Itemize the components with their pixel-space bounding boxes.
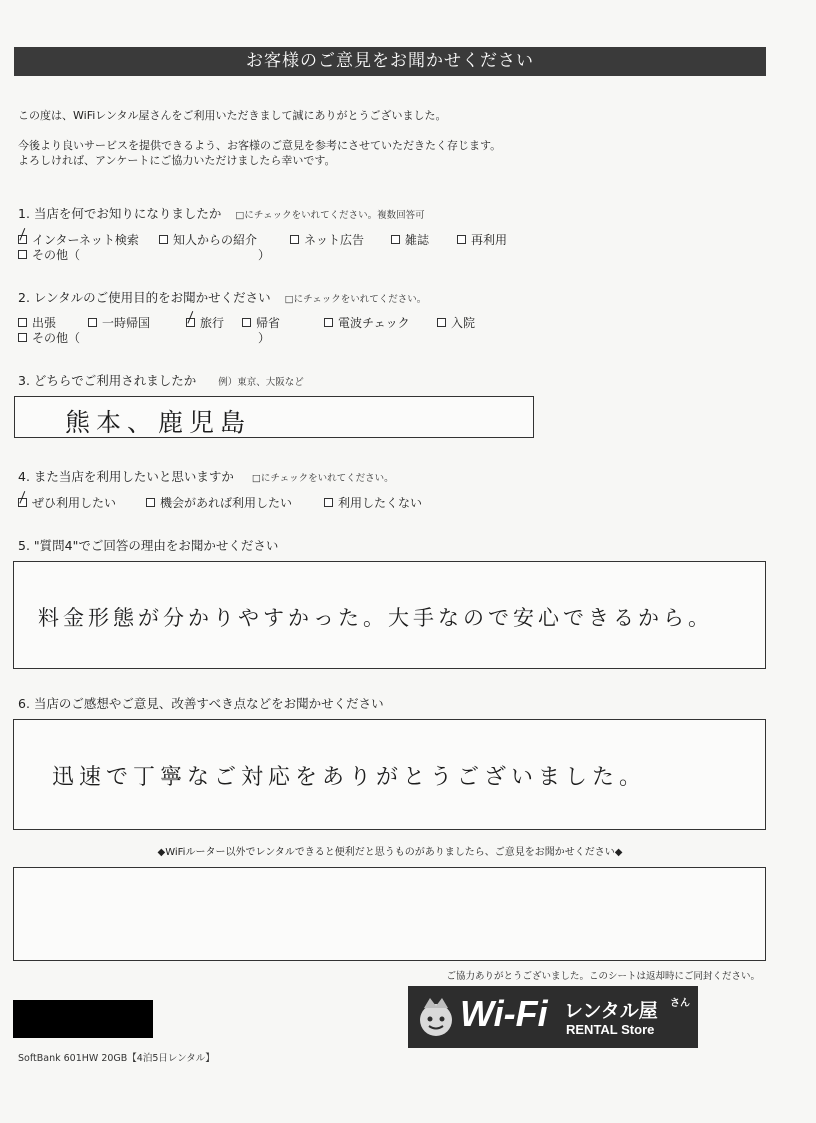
q3-answer-field[interactable] — [14, 396, 534, 438]
q4-options-row — [18, 494, 422, 511]
q5-answer-field[interactable] — [13, 561, 766, 669]
checkbox[interactable] — [146, 498, 155, 507]
checkbox[interactable] — [437, 318, 446, 327]
checkbox[interactable] — [88, 318, 97, 327]
q4-option-label: 利用したくない — [338, 496, 423, 510]
q6-label: 6. 当店のご感想やご意見、改善すべき点などをお聞かせください — [18, 696, 384, 711]
q1-option-label: インターネット検索 — [32, 233, 139, 247]
q1-option-label: 雑誌 — [405, 233, 430, 247]
logo-rental-text: レンタル屋 — [564, 1000, 658, 1022]
q1-label-text: 1. 当店を何でお知りになりましたか — [18, 206, 222, 221]
intro-line-2: 今後より良いサービスを提供できるよう、お客様のご意見を参考にさせていただきたく存じます。 — [18, 139, 502, 152]
q1-other-close: ） — [258, 248, 271, 262]
q1-note: □にチェックをいれてください。複数回答可 — [235, 210, 425, 221]
q3-answer-text: 熊本、鹿児島 — [65, 408, 252, 437]
checkbox-checked[interactable] — [18, 235, 27, 244]
q1-option-net-ad[interactable] — [290, 231, 391, 248]
q4-option-no[interactable] — [324, 494, 422, 511]
q2-label-text: 2. レンタルのご使用目的をお聞かせください — [18, 290, 271, 305]
checkbox[interactable] — [457, 235, 466, 244]
checkbox-checked[interactable] — [18, 498, 27, 507]
logo-wifi-text: Wi-Fi — [460, 993, 548, 1034]
checkbox[interactable] — [18, 333, 27, 342]
q2-option-label: 一時帰国 — [102, 316, 151, 330]
intro-line-3: よろしければ、アンケートにご協力いただけましたら幸いです。 — [18, 154, 336, 167]
q3-label — [18, 371, 304, 389]
q1-option-label: ネット広告 — [304, 233, 365, 247]
q1-option-label: 再利用 — [471, 233, 508, 247]
thanks-note: ご協力ありがとうございました。このシートは返却時にご同封ください。 — [446, 971, 760, 982]
q2-option-label: 電波チェック — [338, 316, 410, 330]
q1-option-other[interactable] — [18, 246, 258, 263]
survey-title: お客様のご意見をお聞かせください — [14, 47, 766, 76]
q4-option-label: 機会があれば利用したい — [160, 496, 293, 510]
q5-label: 5. "質問4"でご回答の理由をお聞かせください — [18, 538, 279, 553]
q1-option-label: 知人からの紹介 — [173, 233, 258, 247]
q4-option-label: ぜひ利用したい — [32, 496, 117, 510]
checkbox-checked[interactable] — [186, 318, 195, 327]
q2-option-signal-check[interactable] — [324, 314, 437, 331]
q4-label — [18, 467, 394, 485]
q2-option-label: 出張 — [32, 316, 57, 330]
q2-other-label: その他（ — [32, 331, 81, 345]
q2-option-label: 入院 — [451, 316, 476, 330]
q4-option-if-opportunity[interactable] — [146, 494, 324, 511]
q2-option-hospital[interactable] — [437, 314, 475, 331]
checkbox[interactable] — [159, 235, 168, 244]
q4-option-definitely[interactable] — [18, 494, 146, 511]
checkbox[interactable] — [18, 250, 27, 259]
q2-option-label: 帰省 — [256, 316, 281, 330]
q5-answer-text: 料金形態が分かりやすかった。大手なので安心できるから。 — [38, 606, 713, 630]
checkbox[interactable] — [18, 318, 27, 327]
q3-label-text: 3. どちらでご利用されましたか — [18, 373, 197, 388]
q7-label: ◆WiFiルーター以外でレンタルできると便利だと思うものがありましたら、ご意見をお聞かせください◆ — [157, 847, 623, 858]
q4-note: □にチェックをいれてください。 — [251, 473, 394, 484]
checkbox[interactable] — [324, 498, 333, 507]
rental-plan-footer: SoftBank 601HW 20GB【4泊5日レンタル】 — [18, 1053, 215, 1064]
logo-rental-store-text: RENTAL Store — [566, 1022, 655, 1037]
q2-other-row — [18, 329, 270, 346]
checkbox[interactable] — [290, 235, 299, 244]
q6-answer-text: 迅速で丁寧なご対応をありがとうございました。 — [52, 765, 647, 790]
wifi-rental-logo — [408, 986, 698, 1048]
crown-mascot-icon — [414, 994, 458, 1038]
logo-san-text: さん — [670, 998, 690, 1009]
redacted-block — [13, 1000, 153, 1038]
q3-note: 例）東京、大阪など — [218, 377, 304, 388]
q1-label — [18, 204, 425, 222]
q7-answer-field[interactable] — [13, 867, 766, 961]
q2-option-label: 旅行 — [200, 316, 225, 330]
intro-line-1: この度は、WiFiレンタル屋さんをご利用いただきまして誠にありがとうございました。 — [18, 109, 447, 122]
q2-other-close: ） — [258, 331, 271, 345]
checkbox[interactable] — [242, 318, 251, 327]
q6-answer-field[interactable] — [13, 719, 766, 830]
q4-label-text: 4. また当店を利用したいと思いますか — [18, 469, 234, 484]
q1-option-reuse[interactable] — [457, 231, 507, 248]
checkbox[interactable] — [324, 318, 333, 327]
q1-option-magazine[interactable] — [391, 231, 457, 248]
q2-note: □にチェックをいれてください。 — [284, 294, 427, 305]
q2-option-other[interactable] — [18, 329, 258, 346]
q1-other-label: その他（ — [32, 248, 81, 262]
checkbox[interactable] — [391, 235, 400, 244]
q2-label — [18, 288, 426, 306]
q1-other-row — [18, 246, 270, 263]
